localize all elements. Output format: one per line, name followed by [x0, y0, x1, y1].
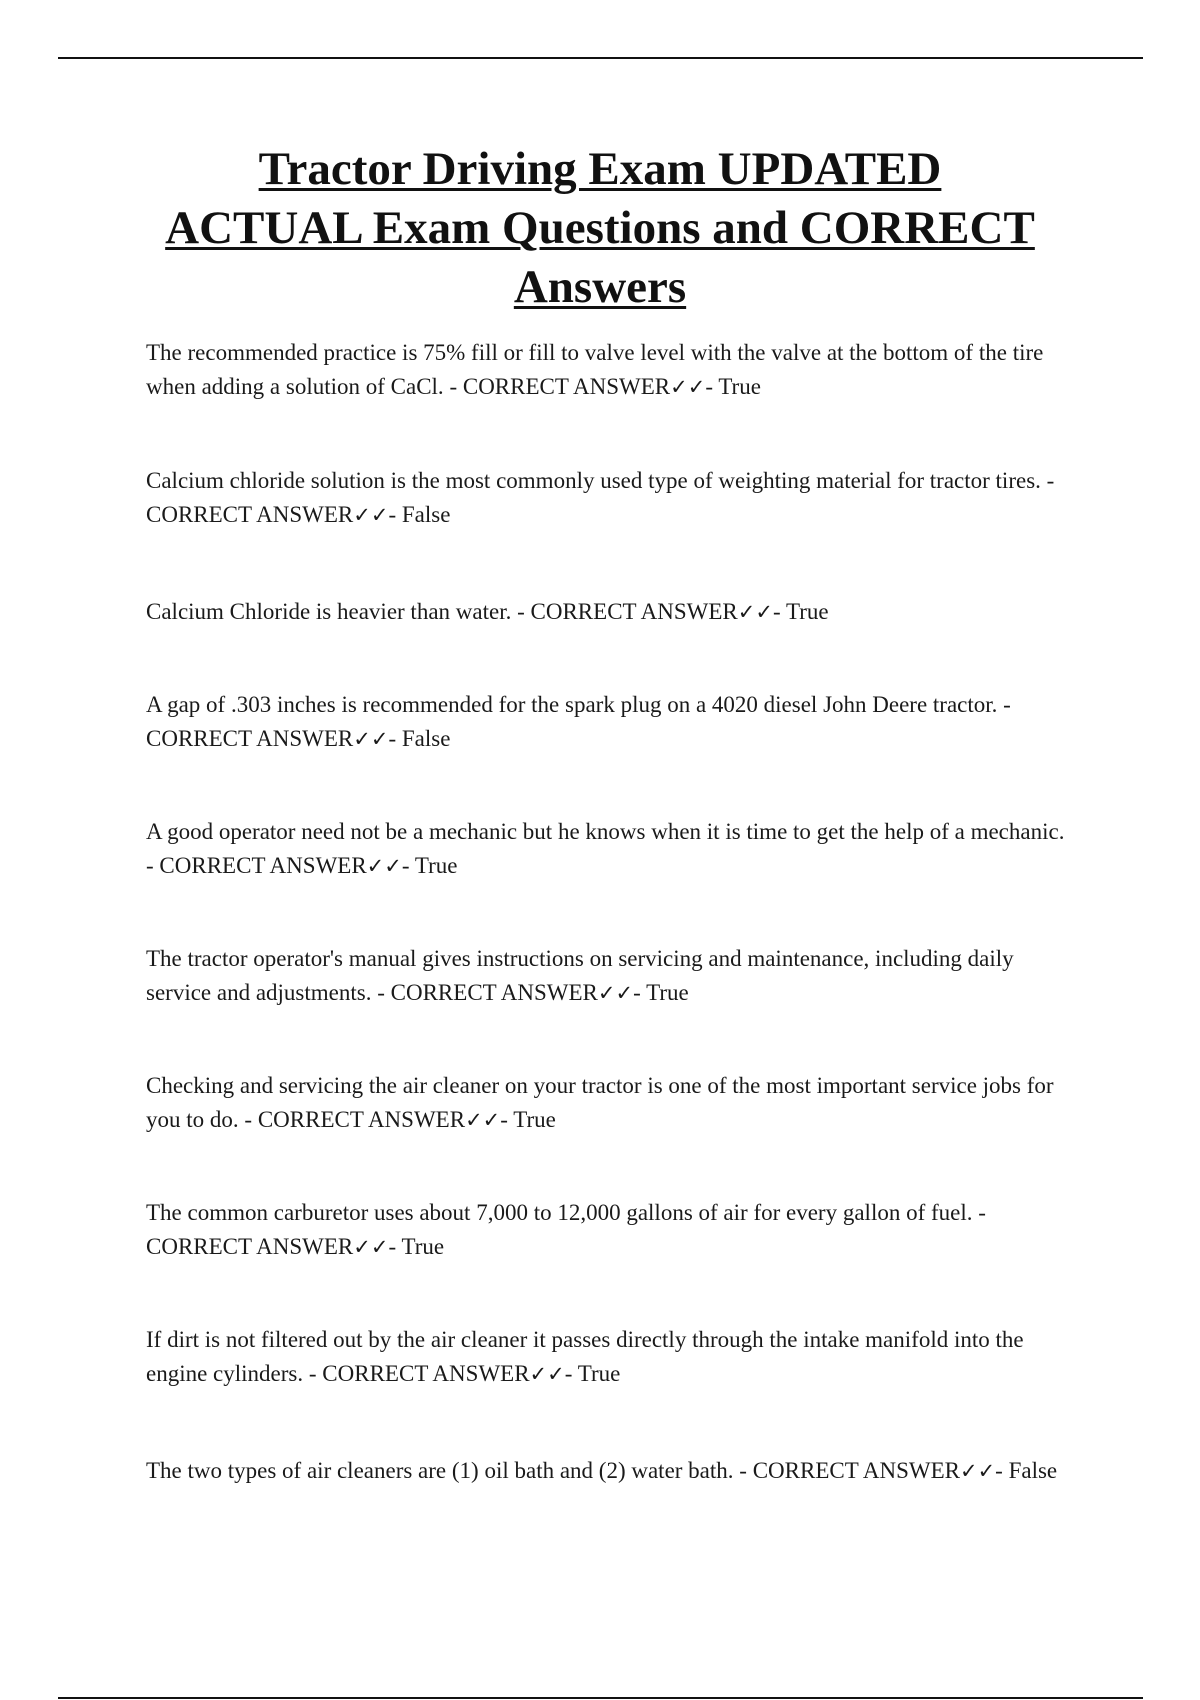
qa-item	[146, 1323, 1066, 1391]
checkmark-icon: ✓✓	[353, 727, 389, 751]
qa-item	[146, 942, 1066, 1010]
checkmark-icon: ✓✓	[670, 375, 706, 399]
answer-label: CORRECT ANSWER	[257, 1107, 466, 1132]
answer-prefix: -	[564, 1361, 578, 1386]
separator: -	[972, 1200, 986, 1225]
qa-item	[146, 464, 1066, 532]
answer-value: False	[1008, 1458, 1058, 1483]
answer-value: True	[401, 1234, 445, 1259]
question-text: The common carburetor uses about 7,000 to 12,000 gallons of air for every gallon of fuel.	[146, 1200, 973, 1225]
qa-item	[146, 1196, 1066, 1264]
footer-rule	[58, 1697, 1143, 1699]
separator: -	[371, 980, 391, 1005]
qa-item	[146, 688, 1066, 756]
question-text: The two types of air cleaners are (1) oil bath and (2) water bath.	[146, 1458, 734, 1483]
question-text: A gap of .303 inches is recommended for the spark plug on a 4020 diesel John Deere tractor.	[146, 692, 998, 717]
title-line-1: Tractor Driving Exam UPDATED	[258, 143, 942, 195]
separator: -	[443, 374, 463, 399]
separator: -	[511, 599, 531, 624]
separator: -	[146, 853, 160, 878]
answer-prefix: -	[500, 1107, 514, 1132]
question-text: Calcium chloride solution is the most commonly used type of weighting material for tractor tires.	[146, 468, 1041, 493]
document-title	[110, 140, 1090, 317]
qa-item	[146, 595, 1066, 629]
answer-label: CORRECT ANSWER	[752, 1458, 960, 1483]
question-text: If dirt is not filtered out by the air cleaner it passes directly through the intake manifold into the engine cylinders.	[146, 1327, 1024, 1386]
separator: -	[238, 1107, 258, 1132]
qa-item	[146, 815, 1066, 883]
qa-item	[146, 336, 1066, 404]
answer-label: CORRECT ANSWER	[462, 374, 671, 399]
answer-prefix: -	[388, 726, 402, 751]
separator: -	[997, 692, 1011, 717]
separator: -	[1040, 468, 1055, 493]
answer-value: True	[785, 599, 829, 624]
answer-value: True	[513, 1107, 556, 1132]
question-text: Checking and servicing the air cleaner on your tractor is one of the most important service jobs for you to do.	[146, 1073, 1054, 1132]
answer-value: True	[646, 980, 689, 1005]
checkmark-icon: ✓✓	[465, 1108, 501, 1132]
answer-label: CORRECT ANSWER	[390, 980, 598, 1005]
checkmark-icon: ✓✓	[737, 600, 773, 624]
question-text: The tractor operator's manual gives instructions on servicing and maintenance, including daily service and adjustments.	[146, 946, 1014, 1005]
checkmark-icon: ✓✓	[597, 981, 634, 1005]
answer-prefix: -	[633, 980, 647, 1005]
answer-prefix: -	[388, 502, 402, 527]
qa-item	[146, 1069, 1066, 1137]
answer-label: CORRECT ANSWER	[146, 1234, 354, 1259]
separator: -	[303, 1361, 323, 1386]
title-line-2: ACTUAL Exam Questions and CORRECT	[165, 202, 1035, 254]
qa-item	[146, 1454, 1066, 1488]
answer-label: CORRECT ANSWER	[159, 853, 367, 878]
answer-value: True	[577, 1361, 621, 1386]
answer-prefix: -	[705, 374, 719, 399]
answer-prefix: -	[388, 1234, 402, 1259]
checkmark-icon: ✓✓	[353, 1235, 389, 1259]
answer-label: CORRECT ANSWER	[146, 502, 354, 527]
answer-value: False	[401, 502, 451, 527]
answer-label: CORRECT ANSWER	[322, 1361, 530, 1386]
answer-prefix: -	[995, 1458, 1009, 1483]
answer-value: True	[414, 853, 458, 878]
checkmark-icon: ✓✓	[353, 503, 389, 527]
question-text: A good operator need not be a mechanic but he knows when it is time to get the help of a mechanic.	[146, 819, 1065, 844]
answer-prefix: -	[772, 599, 786, 624]
title-line-3: Answers	[513, 261, 687, 313]
answer-value: False	[401, 726, 451, 751]
checkmark-icon: ✓✓	[959, 1459, 996, 1483]
checkmark-icon: ✓✓	[529, 1362, 565, 1386]
answer-label: CORRECT ANSWER	[530, 599, 738, 624]
checkmark-icon: ✓✓	[366, 854, 402, 878]
header-rule	[58, 57, 1143, 59]
question-text: The recommended practice is 75% fill or fill to valve level with the valve at the bottom of the tire when adding a solution of CaCl.	[146, 340, 1044, 399]
answer-value: True	[718, 374, 761, 399]
separator: -	[733, 1458, 753, 1483]
answer-prefix: -	[401, 853, 415, 878]
question-text: Calcium Chloride is heavier than water.	[146, 599, 512, 624]
answer-label: CORRECT ANSWER	[146, 726, 354, 751]
